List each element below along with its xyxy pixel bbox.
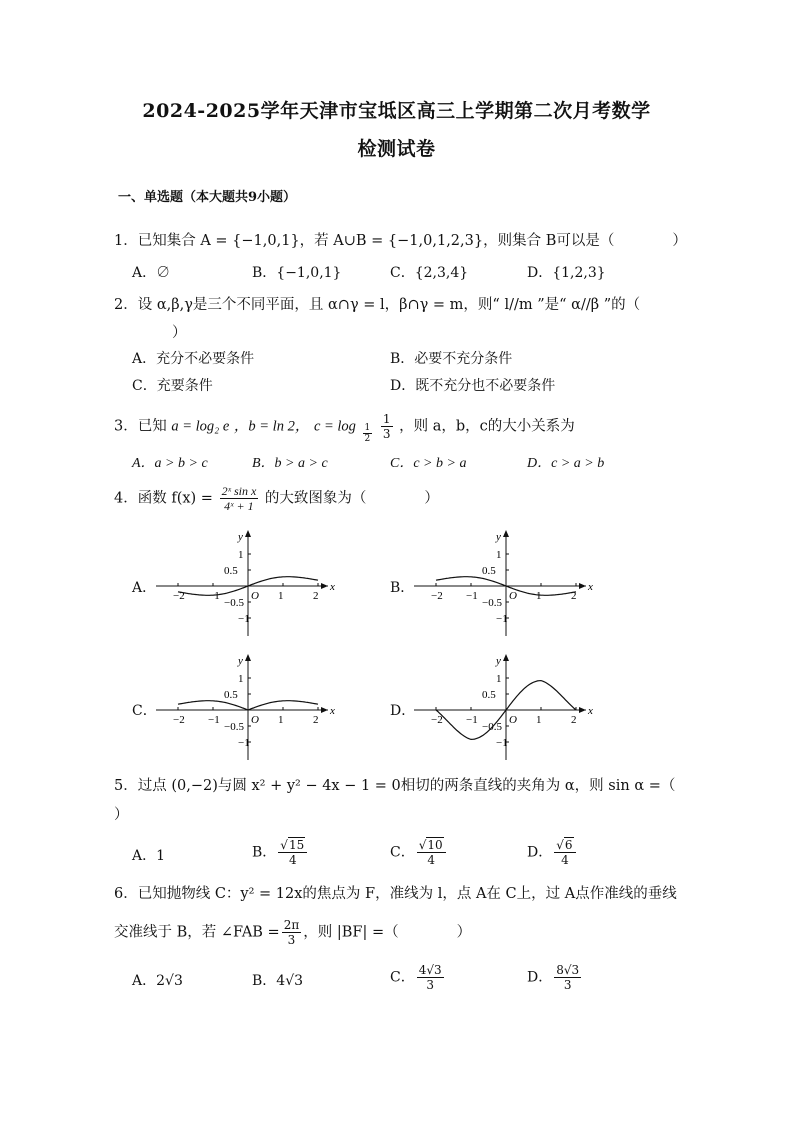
q6-option-c[interactable]: C． $\frac{4√3}{3}$ bbox=[390, 963, 442, 992]
y-axis-arrow bbox=[245, 654, 251, 661]
q3-option-a[interactable]: A．a > b > c bbox=[132, 456, 208, 471]
question-2: 2．设 α,β,γ是三个不同平面，且 α∩γ = l，β∩γ = m，则“ l//m ”是“ α//β ”的（ bbox=[114, 297, 641, 313]
origin-label: O bbox=[509, 714, 517, 726]
q5-option-a[interactable]: A．1 bbox=[132, 848, 166, 864]
graph-c[interactable] bbox=[152, 650, 342, 765]
origin-label: O bbox=[251, 714, 259, 726]
q3-option-c[interactable]: C．c > b > a bbox=[390, 456, 467, 471]
q6-option-a[interactable]: A．2√3 bbox=[132, 973, 183, 989]
q3-option-d[interactable]: D．c > a > b bbox=[527, 456, 605, 471]
x-tick-label: 2 bbox=[313, 714, 319, 726]
q1-option-c[interactable]: C．{2,3,4} bbox=[390, 265, 469, 281]
y-tick-label: −1 bbox=[496, 737, 508, 749]
q1-option-d[interactable]: D．{1,2,3} bbox=[527, 265, 606, 281]
y-tick-label: 0.5 bbox=[224, 565, 238, 577]
x-axis-label: x bbox=[588, 581, 593, 593]
x-axis-arrow bbox=[579, 707, 586, 713]
q6-option-b[interactable]: B．4√3 bbox=[252, 973, 304, 989]
q4-option-d[interactable]: D． bbox=[390, 703, 416, 719]
q4-option-b[interactable]: B． bbox=[390, 580, 415, 596]
q2-option-b[interactable]: B．必要不充分条件 bbox=[390, 351, 513, 367]
x-tick-label: −2 bbox=[431, 714, 443, 726]
q1-option-a[interactable]: A．∅ bbox=[132, 265, 171, 281]
page-subtitle: 检测试卷 bbox=[357, 138, 436, 160]
y-axis-label: y bbox=[238, 655, 243, 667]
y-axis-arrow bbox=[503, 530, 509, 537]
q5-option-b[interactable]: B． $\frac{√15}{4}$ bbox=[252, 838, 309, 867]
x-axis-arrow bbox=[579, 583, 586, 589]
q3-option-b[interactable]: B．b > a > c bbox=[252, 456, 328, 471]
q3-log-base: $\frac{1}{2}$ bbox=[364, 422, 371, 444]
q5-option-c[interactable]: C． $\frac{√10}{4}$ bbox=[390, 838, 448, 867]
x-tick-label: 1 bbox=[536, 714, 542, 726]
y-tick-label: −0.5 bbox=[224, 597, 244, 609]
x-axis-arrow bbox=[321, 707, 328, 713]
x-tick-label: 2 bbox=[571, 590, 577, 602]
q6-option-d[interactable]: D． $\frac{8√3}{3}$ bbox=[527, 963, 580, 992]
graph-a[interactable] bbox=[152, 526, 342, 641]
x-axis-label: x bbox=[330, 705, 335, 717]
x-axis-arrow bbox=[321, 583, 328, 589]
y-axis-label: y bbox=[238, 531, 243, 543]
q3-suffix: ，则 a，b，c的大小关系为 bbox=[399, 418, 575, 435]
q2-option-a[interactable]: A．充分不必要条件 bbox=[132, 351, 255, 367]
x-tick-label: −1 bbox=[208, 590, 220, 602]
y-tick-label: 1 bbox=[238, 673, 244, 685]
y-tick-label: −0.5 bbox=[224, 721, 244, 733]
y-tick-label: −1 bbox=[238, 737, 250, 749]
q3-prefix: 3．已知 bbox=[114, 418, 167, 435]
y-axis-label: y bbox=[496, 655, 501, 667]
q3-log-arg: $\frac{1}{3}$ bbox=[382, 412, 391, 441]
x-tick-label: 2 bbox=[571, 714, 577, 726]
y-axis-label: y bbox=[496, 531, 501, 543]
q2-option-c[interactable]: C．充要条件 bbox=[132, 378, 213, 394]
question-4 bbox=[114, 484, 439, 513]
q4-option-a[interactable]: A． bbox=[132, 580, 157, 596]
x-tick-label: −2 bbox=[173, 590, 185, 602]
y-tick-label: 1 bbox=[496, 549, 502, 561]
x-tick-label: −1 bbox=[466, 590, 478, 602]
origin-label: O bbox=[509, 590, 517, 602]
y-tick-label: 1 bbox=[496, 673, 502, 685]
y-tick-label: −1 bbox=[496, 613, 508, 625]
x-tick-label: 1 bbox=[278, 714, 284, 726]
q4-option-c[interactable]: C． bbox=[132, 703, 157, 719]
y-axis-arrow bbox=[503, 654, 509, 661]
page-title: 2024-2025学年天津市宝坻区高三上学期第二次月考数学 bbox=[142, 100, 651, 122]
x-axis-label: x bbox=[330, 581, 335, 593]
q3-b: ，b = ln 2， bbox=[233, 418, 310, 435]
y-tick-label: 0.5 bbox=[482, 689, 496, 701]
q5-option-d[interactable]: D． $\frac{√6}{4}$ bbox=[527, 838, 578, 867]
y-axis-arrow bbox=[245, 530, 251, 537]
x-tick-label: −2 bbox=[431, 590, 443, 602]
section-heading: 一、单选题（本大题共9小题） bbox=[118, 190, 297, 205]
y-tick-label: 0.5 bbox=[482, 565, 496, 577]
y-tick-label: −0.5 bbox=[482, 597, 502, 609]
x-tick-label: 1 bbox=[278, 590, 284, 602]
question-6-cont: 交准线于 B，若 ∠FAB = $\frac{2\pi}{3}$ ，则 |BF| =（ ） bbox=[114, 918, 472, 947]
question-5: 5．过点 (0,−2)与圆 x² + y² − 4x − 1 = 0相切的两条直线的夹角为 α，则 sin α =（ bbox=[114, 778, 676, 794]
x-tick-label: −1 bbox=[466, 714, 478, 726]
question-3 bbox=[114, 412, 575, 444]
y-tick-label: 0.5 bbox=[224, 689, 238, 701]
q2-option-d[interactable]: D．既不充分也不必要条件 bbox=[390, 378, 556, 394]
q3-c: c = log bbox=[313, 418, 356, 435]
y-tick-label: −1 bbox=[238, 613, 250, 625]
graph-b[interactable] bbox=[410, 526, 600, 641]
q4-fraction: $\frac{\text{2ˣ sin x}}{\text{4ˣ + 1}}$ bbox=[221, 484, 257, 513]
question-5-cont: ） bbox=[114, 807, 129, 823]
x-tick-label: −2 bbox=[173, 714, 185, 726]
graph-d[interactable] bbox=[410, 650, 600, 765]
q4-prefix: 4．函数 f(x) = bbox=[114, 490, 213, 507]
x-tick-label: −1 bbox=[208, 714, 220, 726]
origin-label: O bbox=[251, 590, 259, 602]
x-tick-label: 1 bbox=[536, 590, 542, 602]
x-axis-label: x bbox=[588, 705, 593, 717]
q1-option-b[interactable]: B．{−1,0,1} bbox=[252, 265, 342, 281]
q3-a: a = log₂ e bbox=[171, 418, 230, 435]
question-2-cont: ） bbox=[172, 325, 187, 341]
x-tick-label: 2 bbox=[313, 590, 319, 602]
q4-suffix: 的大致图象为（ ） bbox=[264, 490, 439, 507]
y-tick-label: 1 bbox=[238, 549, 244, 561]
y-tick-label: −0.5 bbox=[482, 721, 502, 733]
question-6: 6．已知抛物线 C：y² = 12x的焦点为 F，准线为 l，点 A在 C上，过 A点作准线的垂线 bbox=[114, 886, 677, 902]
question-1: 1．已知集合 A = {−1,0,1}，若 A∪B = {−1,0,1,2,3}，则集合 B可以是（ ） bbox=[114, 233, 687, 249]
